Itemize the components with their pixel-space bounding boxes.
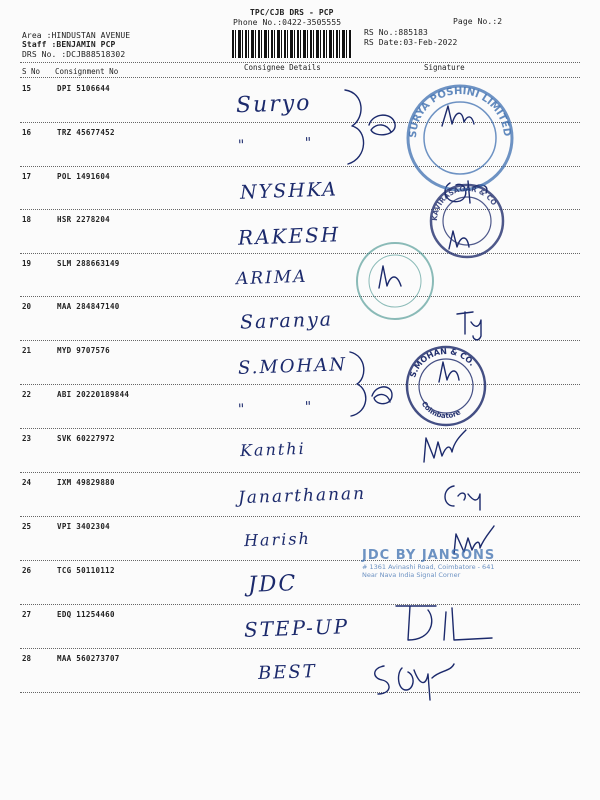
signature-mark	[420, 428, 470, 468]
handwritten-name: " "	[237, 398, 340, 418]
handwritten-name: Harish	[243, 528, 312, 551]
company-stamp-4	[404, 344, 488, 428]
signature-mark	[365, 110, 405, 140]
rs-date: RS Date:03-Feb-2022	[364, 38, 458, 47]
stamp-text: SURYA POSHINI LIMITED	[407, 85, 513, 139]
signature-mark	[440, 480, 490, 515]
row-sno: 20	[22, 302, 32, 311]
handwritten-name: STEP-UP	[243, 614, 350, 642]
stamp-text: JDC BY JANSONS	[362, 548, 496, 563]
row-sno: 18	[22, 215, 32, 224]
stamp-text: KAVIRASAGAR & CO	[430, 184, 498, 222]
signature-mark	[455, 308, 495, 338]
col-consignee: Consignee Details	[244, 63, 321, 72]
col-signature: Signature	[424, 63, 465, 72]
staff-label: Staff :BENJAMIN PCP	[22, 40, 116, 49]
handwritten-name: BEST	[257, 660, 318, 685]
row-sno: 24	[22, 478, 32, 487]
drs-number: DRS No. :DCJB88518302	[22, 50, 126, 59]
row-consignment: HSR 2278204	[57, 215, 110, 224]
handwritten-name: Kanthi	[239, 438, 306, 461]
row-divider	[20, 296, 580, 297]
row-consignment: MAA 284847140	[57, 302, 120, 311]
area-label: Area :HINDUSTAN AVENUE	[22, 31, 131, 40]
handwritten-name: S.MOHAN	[237, 354, 348, 379]
row-consignment: IXM 49829880	[57, 478, 115, 487]
handwritten-name: Saranya	[239, 308, 334, 334]
handwritten-name: " "	[237, 134, 340, 154]
page-number: Page No.:2	[453, 17, 503, 26]
company-stamp-1	[404, 82, 516, 194]
handwritten-name: ARIMA	[235, 266, 308, 290]
row-consignment: DPI 5106644	[57, 84, 110, 93]
row-sno: 28	[22, 654, 32, 663]
barcode	[232, 30, 352, 58]
handwritten-name: RAKESH	[237, 222, 341, 250]
row-divider	[20, 428, 580, 429]
column-divider	[20, 77, 580, 78]
handwritten-name: Janarthanan	[237, 483, 367, 509]
rs-number: RS No.:885183	[364, 28, 428, 37]
row-consignment: TCG 50110112	[57, 566, 115, 575]
row-sno: 23	[22, 434, 32, 443]
col-sno: S No	[22, 67, 41, 76]
stamp-text: Near Nava India Signal Corner	[362, 571, 461, 579]
company-stamp-2	[428, 182, 506, 260]
row-consignment: SLM 288663149	[57, 259, 120, 268]
handwritten-name: JDC	[247, 571, 298, 598]
stamp-text: Coimbatore	[419, 400, 463, 421]
row-consignment: SVK 60227972	[57, 434, 115, 443]
row-sno: 27	[22, 610, 32, 619]
row-sno: 26	[22, 566, 32, 575]
document-title: TPC/CJB DRS - PCP	[250, 8, 334, 17]
jdc-stamp	[362, 548, 552, 579]
row-sno: 19	[22, 259, 32, 268]
row-consignment: MAA 560273707	[57, 654, 120, 663]
row-divider	[20, 340, 580, 341]
row-sno: 16	[22, 128, 32, 137]
company-stamp-3	[354, 240, 436, 322]
signature-mark	[392, 600, 502, 650]
stamp-text: S.MOHAN & CO.	[408, 346, 477, 379]
row-sno: 21	[22, 346, 32, 355]
signature-mark	[370, 660, 460, 705]
row-divider	[20, 472, 580, 473]
row-consignment: EDQ 11254460	[57, 610, 115, 619]
row-divider	[20, 692, 580, 693]
row-sno: 15	[22, 84, 32, 93]
handwritten-name: Suryo	[235, 90, 312, 119]
handwritten-name: NYSHKA	[239, 178, 339, 204]
row-consignment: TRZ 45677452	[57, 128, 115, 137]
col-consignment: Consignment No	[55, 67, 119, 76]
phone-number: Phone No.:0422-3505555	[233, 18, 342, 27]
row-sno: 25	[22, 522, 32, 531]
row-consignment: VPI 3402304	[57, 522, 110, 531]
row-consignment: MYD 9707576	[57, 346, 110, 355]
row-consignment: POL 1491604	[57, 172, 110, 181]
row-divider	[20, 516, 580, 517]
signature-mark	[368, 382, 398, 408]
row-consignment: ABI 20220189844	[57, 390, 130, 399]
row-sno: 22	[22, 390, 32, 399]
row-divider	[20, 384, 580, 385]
stamp-text: # 1361 Avinashi Road, Coimbatore - 641	[362, 563, 495, 571]
row-sno: 17	[22, 172, 32, 181]
